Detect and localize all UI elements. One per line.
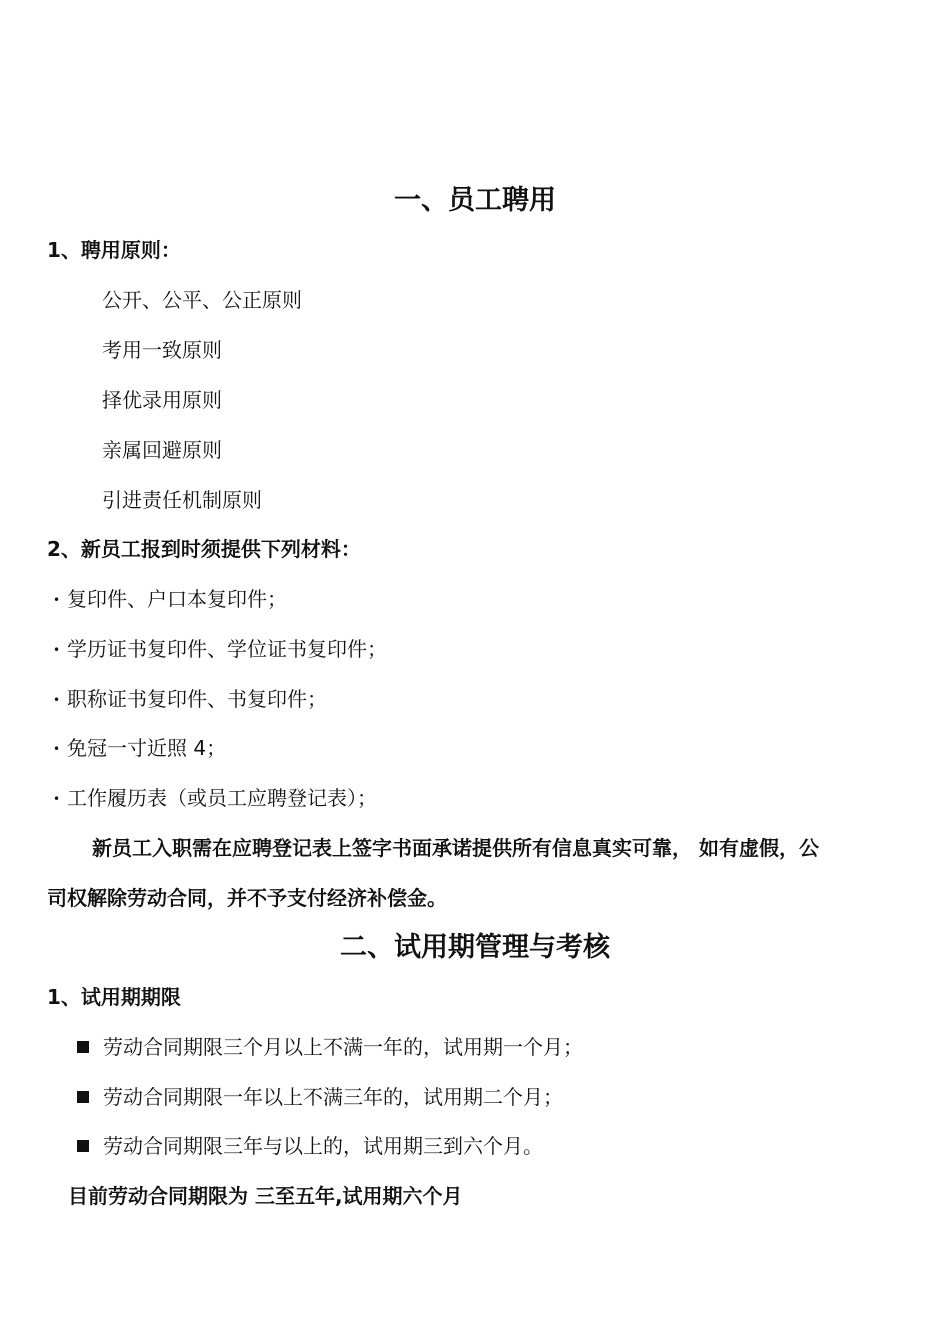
- section1-sub1-heading: 1、聘用原则：: [47, 238, 181, 262]
- square-bullet-icon: [77, 1140, 89, 1152]
- principle-item: 公开、公平、公正原则: [102, 288, 302, 312]
- material-item: 免冠一寸近照 4；: [67, 736, 227, 760]
- bullet-dot-icon: •: [53, 593, 61, 607]
- section1-title: 一、员工聘用: [394, 185, 556, 216]
- section2-title: 二、试用期管理与考核: [340, 932, 610, 963]
- probation-item: 劳动合同期限三个月以上不满一年的，试用期一个月；: [103, 1035, 583, 1059]
- material-item: 复印件、户口本复印件；: [67, 587, 287, 611]
- material-item: 工作履历表（或员工应聘登记表）；: [67, 786, 377, 810]
- square-bullet-icon: [77, 1091, 89, 1103]
- bullet-dot-icon: •: [53, 643, 61, 657]
- current-term-note: 目前劳动合同期限为 三至五年,试用期六个月: [68, 1184, 463, 1208]
- note-paragraph-line2: 司权解除劳动合同，并不予支付经济补偿金。: [47, 886, 447, 910]
- note-paragraph-line1: 新员工入职需在应聘登记表上签字书面承诺提供所有信息真实可靠， 如有虚假，公: [92, 836, 819, 860]
- probation-item: 劳动合同期限三年与以上的，试用期三到六个月。: [103, 1134, 543, 1158]
- principle-item: 考用一致原则: [102, 338, 222, 362]
- section2-sub1-heading: 1、试用期期限: [47, 985, 181, 1009]
- material-item: 学历证书复印件、学位证书复印件；: [67, 637, 387, 661]
- section1-sub2-heading: 2、新员工报到时须提供下列材料：: [47, 537, 361, 561]
- bullet-dot-icon: •: [53, 742, 61, 756]
- bullet-dot-icon: •: [53, 693, 61, 707]
- principle-item: 亲属回避原则: [102, 438, 222, 462]
- square-bullet-icon: [77, 1041, 89, 1053]
- material-item: 职称证书复印件、书复印件；: [67, 687, 327, 711]
- bullet-dot-icon: •: [53, 792, 61, 806]
- principle-item: 引进责任机制原则: [102, 488, 262, 512]
- principle-item: 择优录用原则: [102, 388, 222, 412]
- probation-item: 劳动合同期限一年以上不满三年的，试用期二个月；: [103, 1085, 563, 1109]
